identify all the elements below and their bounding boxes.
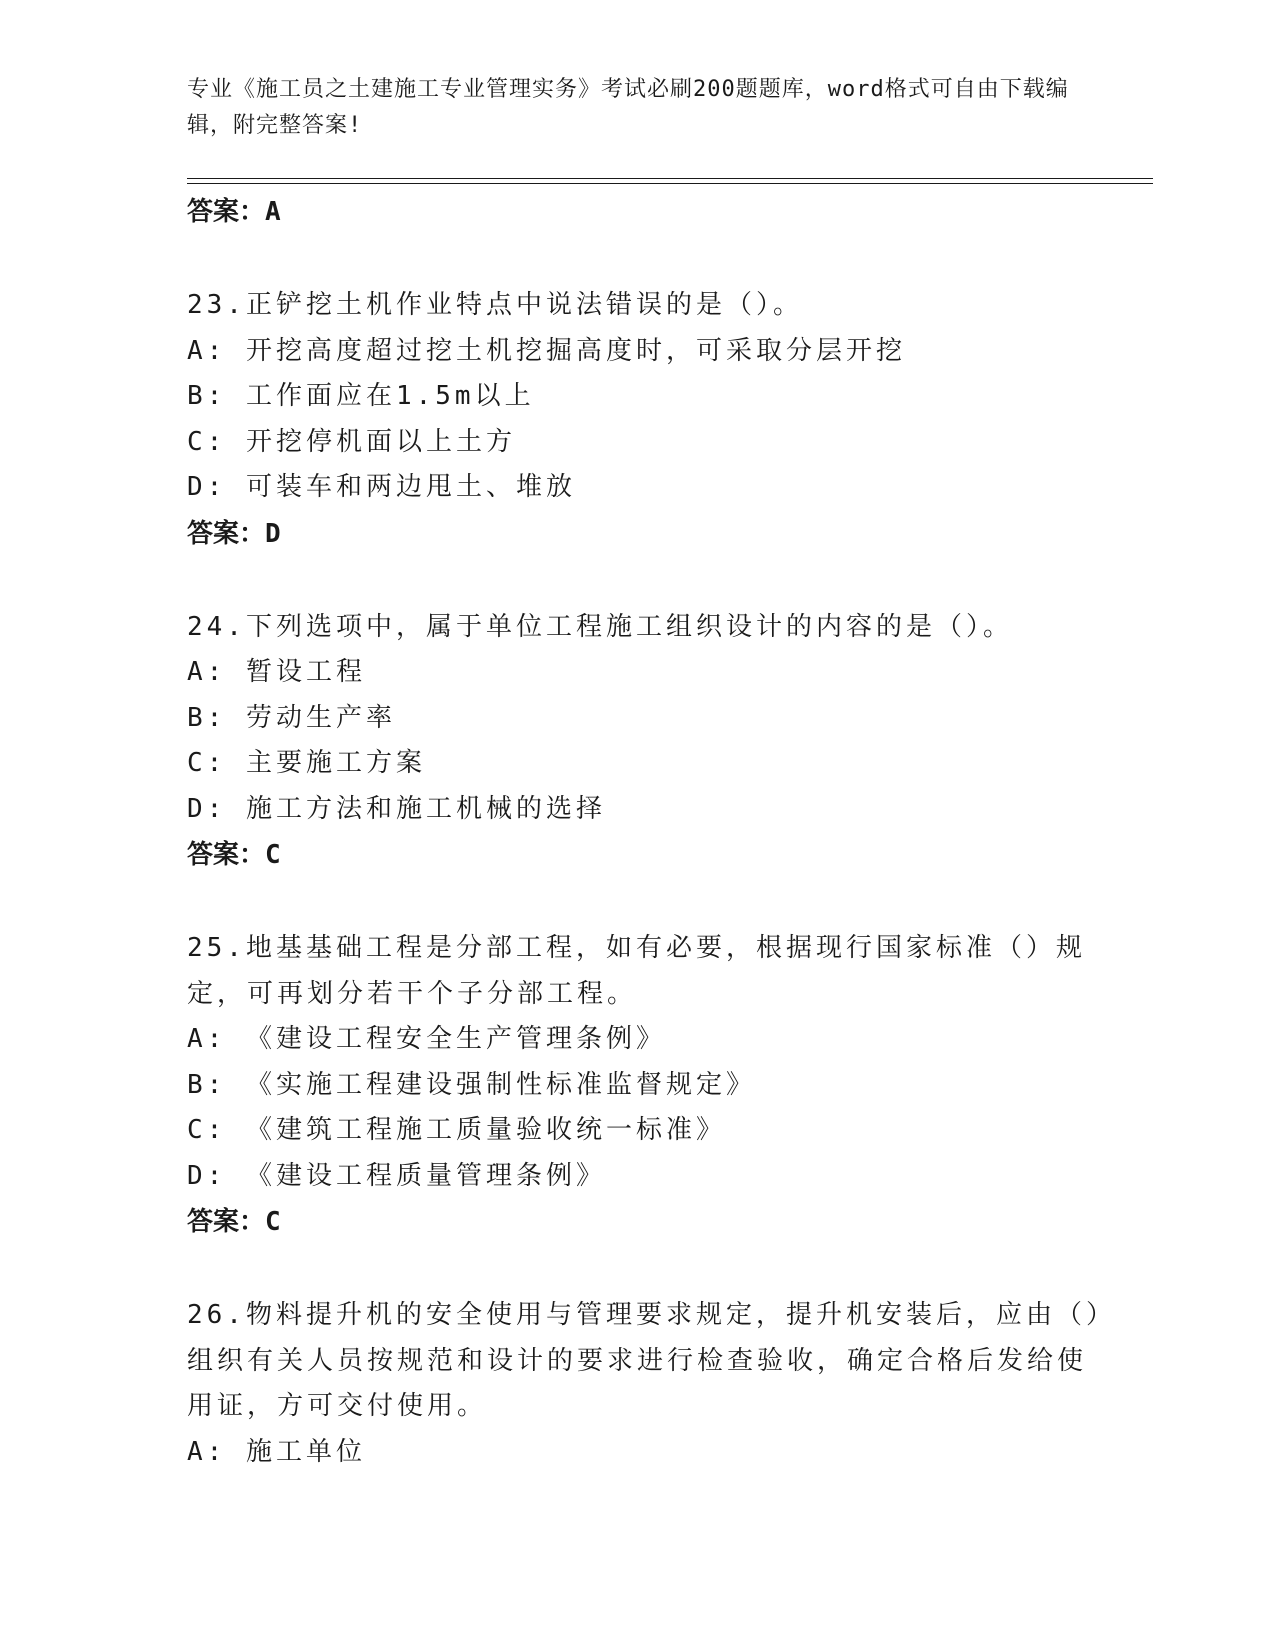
option-a: A: 暂设工程 (187, 657, 366, 687)
question-26 (187, 1293, 1107, 1475)
option-a: A: 施工单位 (187, 1436, 366, 1467)
option-a: A: 《建设工程安全生产管理条例》 (187, 1024, 666, 1054)
option-b: B: 工作面应在1.5m以上 (187, 381, 535, 411)
answer-label: 答案：D (187, 518, 281, 549)
option-a: A: 开挖高度超过挖土机挖掘高度时，可采取分层开挖 (187, 335, 906, 366)
option-c: C: 开挖停机面以上土方 (187, 426, 516, 457)
option-b: B: 劳动生产率 (187, 702, 396, 733)
question-23 (187, 283, 1107, 557)
option-d: D: 施工方法和施工机械的选择 (187, 793, 606, 824)
question-text: 26.物料提升机的安全使用与管理要求规定，提升机安装后，应由（）组织有关人员按规范和设计的要求进行检查验收，确定合格后发给使用证，方可交付使用。 (187, 1300, 1103, 1421)
question-24 (187, 605, 1107, 879)
spacer (187, 557, 1107, 605)
spacer (187, 235, 1107, 283)
header-divider-top (187, 178, 1153, 179)
header-divider-bottom (187, 183, 1153, 184)
answer-label: 答案：A (187, 197, 281, 227)
spacer (187, 1245, 1107, 1293)
question-25 (187, 926, 1107, 1245)
question-text: 23.正铲挖土机作业特点中说法错误的是（）。 (187, 290, 803, 320)
answer-label: 答案：C (187, 840, 281, 870)
question-text: 25.地基基础工程是分部工程，如有必要，根据现行国家标准（）规定，可再划分若干个子分部工程。 (187, 933, 1086, 1009)
option-c: C: 主要施工方案 (187, 748, 426, 778)
question-text: 24.下列选项中，属于单位工程施工组织设计的内容的是（）。 (187, 611, 1013, 642)
answer-label: 答案：C (187, 1207, 281, 1237)
option-b: B: 《实施工程建设强制性标准监督规定》 (187, 1069, 756, 1100)
spacer (187, 878, 1107, 926)
option-d: D: 《建设工程质量管理条例》 (187, 1160, 606, 1191)
option-d: D: 可装车和两边甩土、堆放 (187, 472, 576, 502)
document-header: 专业《施工员之土建施工专业管理实务》考试必刷200题题库，word格式可自由下载编辑，附完整答案! (187, 77, 1069, 138)
option-c: C: 《建筑工程施工质量验收统一标准》 (187, 1115, 726, 1145)
question-list (187, 189, 1107, 1475)
